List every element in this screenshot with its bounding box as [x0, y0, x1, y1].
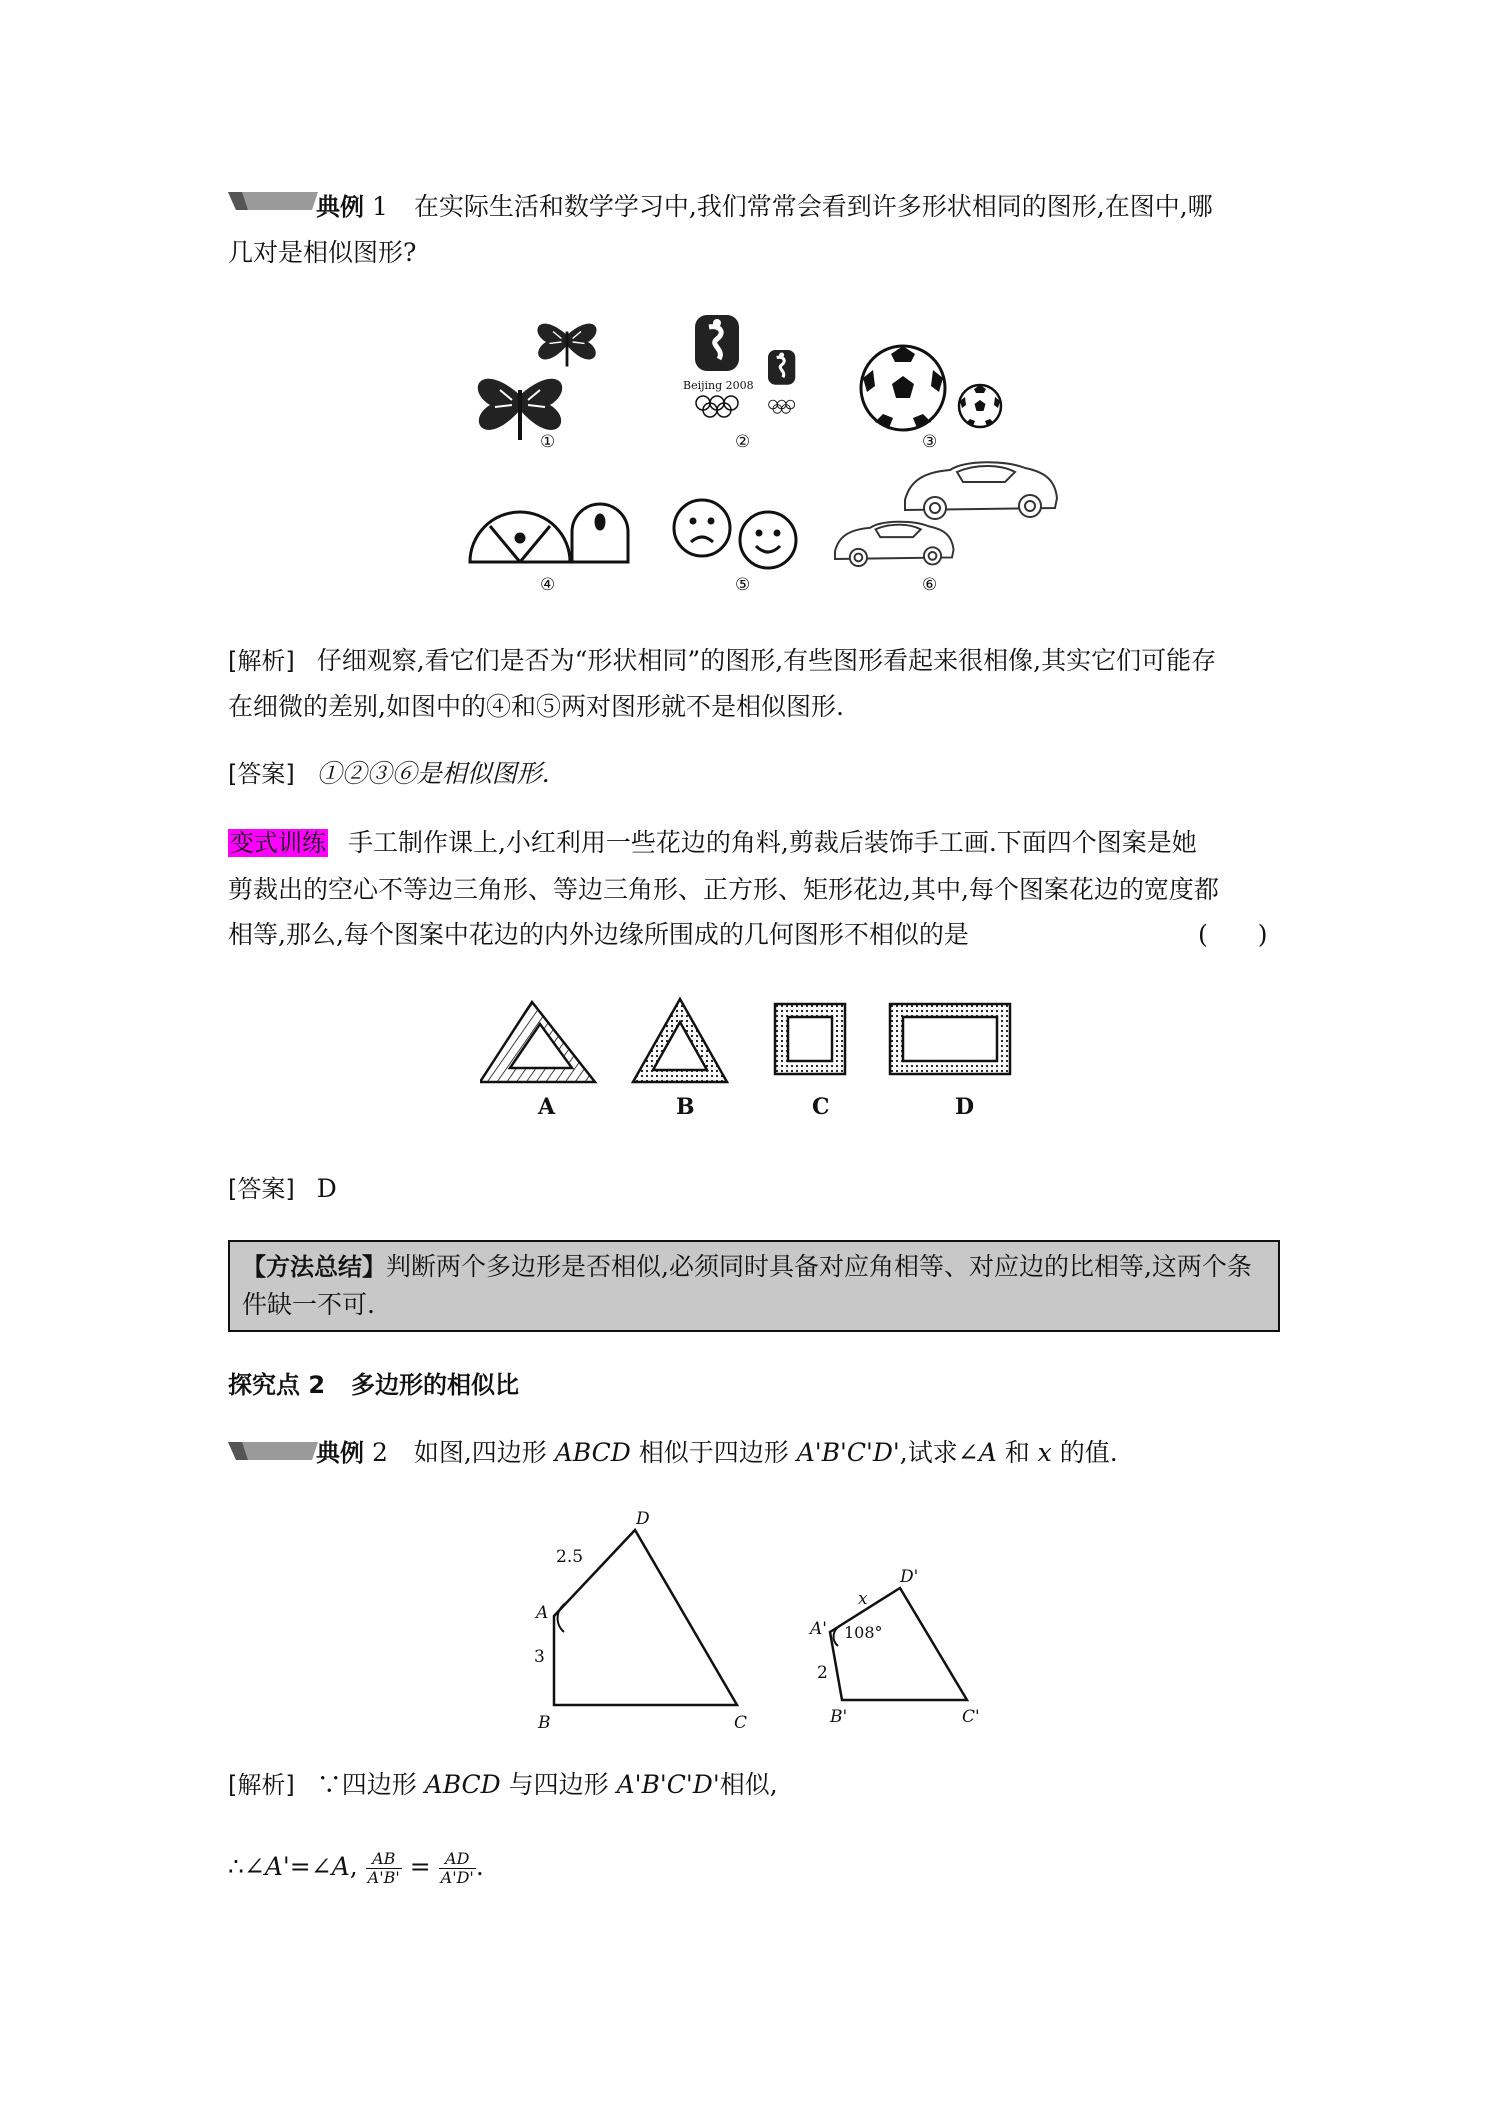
- example1-text: 在实际生活和数学学习中,我们常常会看到许多形状相同的图形,在图中,哪: [413, 192, 1213, 221]
- analysis1-line2: 在细微的差别,如图中的④和⑤两对图形就不是相似图形.: [228, 692, 844, 721]
- option-label-a: A: [538, 1094, 556, 1120]
- label-a: A: [536, 1603, 549, 1623]
- section-label: 探究点 2: [228, 1371, 326, 1399]
- analysis2-a: A: [331, 1852, 350, 1881]
- fraction-ab-over-a-prime-b-prime: [366, 1850, 402, 1887]
- analysis2-line2: [228, 1846, 484, 1888]
- frac1-numerator: AB: [366, 1850, 402, 1869]
- section-heading: [228, 1368, 519, 1402]
- label-d: D: [636, 1509, 650, 1529]
- semicircle-shape-large: [470, 512, 570, 562]
- option-label-b: B: [676, 1094, 695, 1120]
- method-summary-box: [228, 1240, 1280, 1332]
- variant-text: 手工制作课上,小红利用一些花边的角料,剪裁后装饰手工画.下面四个图案是她: [347, 828, 1197, 857]
- label-x: x: [858, 1589, 868, 1609]
- frac1-denominator: A'B': [367, 1868, 400, 1887]
- label-b-prime: B': [830, 1707, 848, 1727]
- beijing-logo-small-icon: [768, 350, 795, 413]
- beijing-logo-large-icon: [683, 315, 754, 417]
- example2-angle-var: A: [978, 1438, 997, 1467]
- example2-text-c: ,试求∠: [899, 1438, 979, 1467]
- fraction-ad-over-a-prime-d-prime: [439, 1850, 476, 1887]
- figure-label-4: ④: [540, 575, 556, 595]
- label-angle-108: 108°: [844, 1623, 883, 1642]
- option-a-shape: [480, 1002, 595, 1082]
- label-ab: 3: [534, 1647, 545, 1667]
- figure-label-3: ③: [922, 432, 938, 452]
- option-label-d: D: [955, 1094, 975, 1120]
- quadrilateral-figures: [480, 1500, 1000, 1740]
- analysis2-period: .: [475, 1852, 484, 1881]
- analysis1-text: 仔细观察,看它们是否为“形状相同”的图形,有些图形看起来很相像,其实它们可能存: [316, 646, 1217, 675]
- label-d-prime: D': [900, 1567, 919, 1587]
- figure-label-5: ⑤: [735, 575, 751, 595]
- example-marker-icon: [228, 1440, 318, 1462]
- semicircle-shape-small: [572, 504, 628, 562]
- label-c-prime: C': [962, 1707, 980, 1727]
- car-small-icon: [835, 522, 954, 566]
- answer1-tag: [答案]: [228, 760, 295, 788]
- example1-heading: [316, 190, 1213, 224]
- analysis2-a-prime: A': [264, 1852, 290, 1881]
- answer1-text: ①②③⑥是相似图形.: [316, 759, 550, 788]
- example2-number: 2: [371, 1438, 388, 1467]
- figure-label-1: ①: [540, 432, 556, 452]
- method-summary-content: [242, 1248, 1266, 1324]
- example2-heading: [316, 1436, 1118, 1470]
- label-b: B: [538, 1713, 551, 1733]
- example1-label: 典例: [316, 193, 364, 221]
- option-d-shape: [890, 1004, 1010, 1074]
- example2-text-b: 相似于四边形: [630, 1438, 797, 1467]
- option-c-shape: [775, 1004, 845, 1074]
- variant-tag: 变式训练: [230, 829, 326, 857]
- answer2-tag: [答案]: [228, 1175, 295, 1203]
- label-ab-prime: 2: [817, 1663, 828, 1683]
- analysis2-line1: [228, 1768, 778, 1802]
- example2-abcd: ABCD: [554, 1438, 631, 1467]
- example2-text-a: 如图,四边形: [413, 1438, 555, 1467]
- smile-face-icon: [740, 512, 796, 568]
- analysis2-abcd: ABCD: [424, 1770, 501, 1799]
- method-summary-text: 判断两个多边形是否相似,必须同时具备对应角相等、对应边的比相等,这两个条件缺一不可.: [242, 1252, 1252, 1319]
- analysis2-abcd-prime: A'B'C'D': [616, 1770, 720, 1799]
- example2-text-d: 和: [996, 1438, 1038, 1467]
- frac2-numerator: AD: [439, 1850, 476, 1869]
- answer2: [228, 1172, 337, 1206]
- answer2-text: D: [316, 1174, 337, 1203]
- border-shapes-illustration: [480, 994, 1020, 1094]
- label-c: C: [734, 1713, 748, 1733]
- analysis2-tag: [解析]: [228, 1771, 295, 1799]
- butterfly-small-icon: [537, 324, 596, 367]
- answer1: [228, 757, 550, 791]
- method-summary-tag: 【方法总结】: [242, 1253, 386, 1281]
- figure-label-6: ⑥: [922, 575, 938, 595]
- example2-label: 典例: [316, 1439, 364, 1467]
- example2-x-var: x: [1037, 1438, 1052, 1467]
- example1-number: 1: [371, 192, 388, 221]
- example1-text-line2: 几对是相似图形?: [228, 238, 417, 267]
- example2-text-e: 的值.: [1051, 1438, 1118, 1467]
- quadrilateral-abcd-prime: [830, 1588, 967, 1700]
- section-title: 多边形的相似比: [351, 1371, 520, 1399]
- figure-label-2: ②: [735, 432, 751, 452]
- variant-line2: 剪裁出的空心不等边三角形、等边三角形、正方形、矩形花边,其中,每个图案花边的宽度都: [228, 875, 1219, 904]
- analysis2-because: ∵四边形: [316, 1770, 425, 1799]
- example-marker-icon: [228, 190, 318, 212]
- analysis2-therefore: ∴∠: [228, 1852, 265, 1881]
- analysis2-similar: 相似,: [719, 1770, 778, 1799]
- butterfly-large-icon: [478, 379, 562, 440]
- analysis2-comma: ,: [349, 1852, 358, 1881]
- sad-face-icon: [674, 500, 730, 556]
- variant-line3: 相等,那么,每个图案中花边的内外边缘所围成的几何图形不相似的是: [228, 920, 969, 949]
- analysis1-line1: [228, 644, 1216, 678]
- analysis2-with: 与四边形: [500, 1770, 617, 1799]
- variant-line1: [228, 826, 1197, 860]
- option-b-shape: [633, 999, 727, 1082]
- example2-abcd-prime: A'B'C'D': [796, 1438, 900, 1467]
- label-a-prime: A': [810, 1619, 827, 1639]
- car-large-icon: [905, 462, 1057, 519]
- frac2-denominator: A'D': [440, 1868, 474, 1887]
- answer-bracket: ( ): [1198, 920, 1268, 949]
- soccer-ball-large-icon: [861, 346, 945, 430]
- label-ad: 2.5: [556, 1547, 584, 1567]
- soccer-ball-small-icon: [959, 385, 1001, 427]
- analysis2-equals: =: [409, 1852, 431, 1881]
- option-label-c: C: [812, 1094, 830, 1120]
- angle-a-arc: [558, 1603, 566, 1632]
- analysis1-tag: [解析]: [228, 647, 295, 675]
- analysis2-eq: =∠: [289, 1852, 332, 1881]
- beijing-logo-text: Beijing 2008: [683, 379, 754, 392]
